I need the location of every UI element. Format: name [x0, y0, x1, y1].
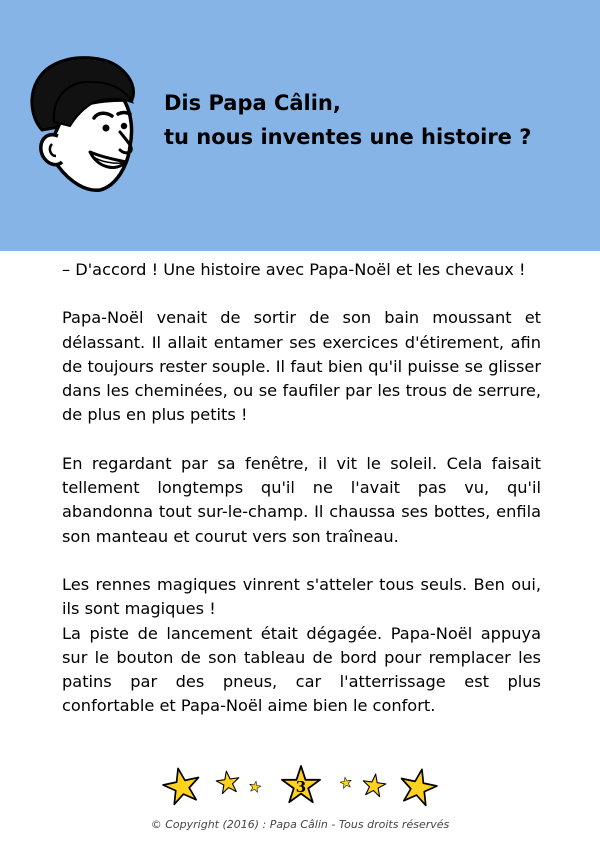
star-icon: [160, 765, 202, 806]
star-icon: [249, 780, 262, 793]
star-icon: [397, 766, 439, 807]
page-number-stars: [155, 762, 445, 814]
star-icon: [339, 776, 352, 789]
star-icon: [215, 770, 241, 795]
story-paragraph-4: La piste de lancement était dégagée. Papa-Noël appuya sur le bouton de son tableau de bord pour remplacer les patins par des pneus, car l'atterrissage est plus confortable et Papa-Noël aime bien le confort.: [62, 623, 541, 716]
story-text: [62, 258, 541, 719]
story-paragraph-1: Papa-Noël venait de sortir de son bain moussant et délassant. Il allait entamer ses exercices d'étirement, afin de toujours rester souple. Il faut bien qu'il puisse se glisser dans les cheminées, ou se faufiler par les trous de serrure, de plus en plus petits !: [62, 308, 541, 425]
page-number: 3: [295, 778, 307, 796]
story-intro: – D'accord ! Une histoire avec Papa-Noël et les chevaux !: [62, 260, 526, 279]
story-paragraph-2: En regardant par sa fenêtre, il vit le soleil. Cela faisait tellement longtemps qu'il ne l'avait pas vu, qu'il abandonna tout sur-le-champ. Il chaussa ses bottes, enfila son manteau et courut vers son traîneau.: [62, 453, 541, 546]
title-line-2: tu nous inventes une histoire ?: [164, 125, 532, 149]
papa-calin-face-icon: [20, 52, 145, 197]
header-banner: [0, 0, 600, 251]
star-icon: [361, 773, 387, 798]
title-line-1: Dis Papa Câlin,: [164, 91, 341, 115]
story-paragraph-3: Les rennes magiques vinrent s'atteler tous seuls. Ben oui, ils sont magiques !: [62, 574, 541, 619]
page-title: [164, 86, 531, 154]
copyright-notice: © Copyright (2016) : Papa Câlin - Tous droits réservés: [150, 818, 450, 831]
